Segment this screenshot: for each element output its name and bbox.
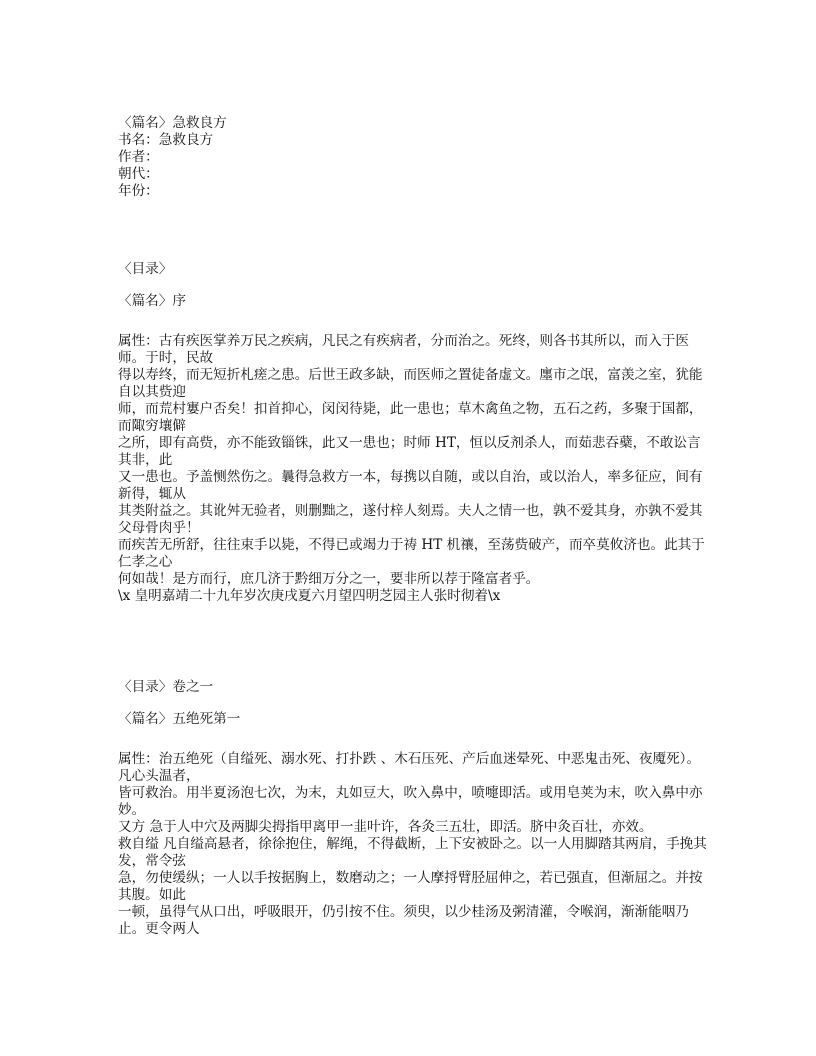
header-line: 朝代： xyxy=(118,166,159,182)
toc-heading: 〈目录〉卷之一 xyxy=(118,679,214,695)
text-line: 急，勿使缓纵；一人以手按据胸上，数磨动之；一人摩捋臂胫屈伸之，若已强直，但渐屈之。并按其腹。如此 xyxy=(118,870,703,903)
text-line: 救自缢 凡自缢高悬者，徐徐抱住，解绳，不得截断，上下安被卧之。以一人用脚踏其两肩，手挽其发，常令弦 xyxy=(118,836,707,869)
header-line: 年份： xyxy=(118,183,159,199)
header-line: 书名：急救良方 xyxy=(118,132,214,148)
text-line: 一顿，虽得气从口出，呼吸眼开，仍引按不住。须臾，以少桂汤及粥清灌，令喉润，渐渐能咽乃止。更令两人 xyxy=(118,904,689,937)
text-line: 属性：治五绝死（自缢死、溺水死、打扑跌 、木石压死、产后血迷晕死、中恶鬼击死、夜魇死）。凡心头温者， xyxy=(118,751,701,784)
chapter-body xyxy=(118,751,708,938)
toc-heading: 〈目录〉 xyxy=(118,261,173,277)
text-line: 又一患也。予盖恻然伤之。曩得急救方一本，每携以自随，或以自治，或以治人，率多征应，间有新得，辄从 xyxy=(118,469,703,502)
text-line: 师，而荒村寠户否矣！扣首抑心，闵闵待毙，此一患也；草木禽鱼之物，五石之药，多聚于国都，而陬穷壤僻 xyxy=(118,401,703,434)
document-header xyxy=(118,115,708,200)
text-line: 之所，即有高赀，亦不能致锱铢，此又一患也；时师 HT，恒以反剂杀人，而茹悲吞蘗，不敢讼言其非，此 xyxy=(118,435,701,468)
text-line: 又方 急于人中穴及两脚尖拇指甲离甲一韭叶许，各灸三五壮，即活。脐中灸百壮，亦效。 xyxy=(118,819,653,835)
text-line: \x 皇明嘉靖二十九年岁次庚戌夏六月望四明芝园主人张时彻着\x xyxy=(118,588,501,604)
chapter-title: 〈篇名〉序 xyxy=(118,293,186,309)
header-line: 作者： xyxy=(118,149,159,165)
text-line: 得以寿终，而无短折札瘥之患。后世王政多缺，而医师之置徒备虚文。廛市之氓，富羡之室，犹能自以其赀迎 xyxy=(118,367,703,400)
header-line: 〈篇名〉急救良方 xyxy=(118,115,227,131)
chapter-title: 〈篇名〉五绝死第一 xyxy=(118,711,241,727)
chapter-body xyxy=(118,333,708,605)
text-line: 皆可救治。用半夏汤泡七次，为末，丸如豆大，吹入鼻中，喷嚏即活。或用皂荚为末，吹入鼻中亦妙。 xyxy=(118,785,703,818)
text-line: 其类附益之。其讹舛无验者，则删黜之，遂付梓人刻焉。夫人之情一也，孰不爱其身，亦孰不爱其父母骨肉乎！ xyxy=(118,503,703,536)
text-line: 何如哉！是方而行，庶几济于黔细万分之一，要非所以荐于隆富者乎。 xyxy=(118,571,540,587)
text-line: 属性：古有疾医掌养万民之疾病，凡民之有疾病者，分而治之。死终，则各书其所以，而入于医师。于时，民故 xyxy=(118,333,689,366)
text-line: 而疾苦无所舒，往往束手以毙，不得已或竭力于祷 HT 机禳，至荡赀破产，而卒莫攸济也。此其于仁孝之心 xyxy=(118,537,705,570)
